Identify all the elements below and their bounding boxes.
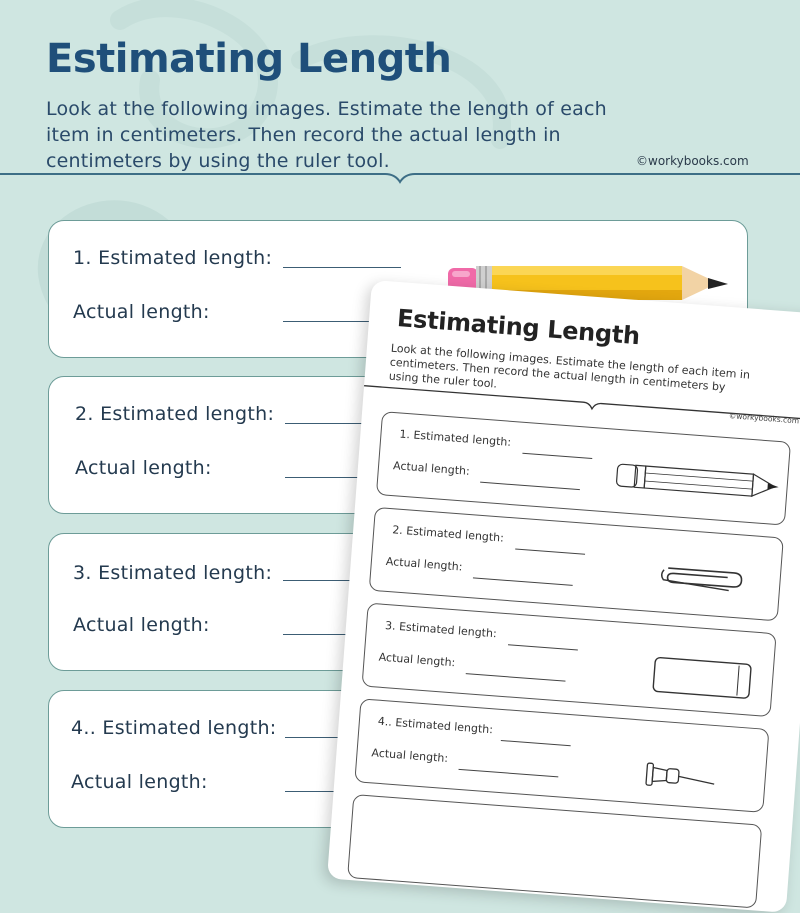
paperclip-icon (657, 559, 749, 596)
estimated-length-label: 1. Estimated length: (73, 247, 273, 269)
pushpin-icon (641, 755, 724, 801)
preview-actual-label: Actual length: (392, 459, 471, 478)
actual-length-label: Actual length: (73, 301, 210, 323)
preview-actual-line (459, 769, 559, 777)
preview-question-card-4 (354, 698, 769, 813)
preview-question-card-3 (362, 603, 777, 718)
actual-length-label: Actual length: (73, 614, 210, 636)
actual-length-label: Actual length: (71, 771, 208, 793)
header-divider (0, 162, 800, 192)
preview-question-card-5 (347, 794, 762, 909)
actual-length-label: Actual length: (75, 457, 212, 479)
preview-instructions: Look at the following images. Estimate the length of each item in centimeters. Then record the actual length in centimeters by using the ruler tool. (388, 341, 751, 394)
preview-question-card-2 (369, 507, 784, 622)
preview-title: Estimating Length (396, 304, 641, 351)
preview-estimated-line (522, 453, 592, 459)
preview-estimated-line (508, 644, 578, 650)
preview-estimated-label: 1. Estimated length: (399, 427, 512, 449)
preview-actual-label: Actual length: (371, 746, 449, 766)
preview-estimated-label: 3. Estimated length: (384, 618, 498, 641)
page-title: Estimating Length (46, 36, 452, 82)
preview-actual-label: Actual length: (385, 554, 463, 574)
preview-estimated-line (515, 548, 585, 554)
preview-estimated-label: 4.. Estimated length: (377, 714, 494, 737)
preview-credit: ©workybooks.com (728, 411, 800, 426)
preview-estimated-line (501, 740, 571, 746)
estimated-length-label: 4.. Estimated length: (71, 717, 277, 739)
pencil-icon (614, 460, 786, 503)
estimated-length-label: 2. Estimated length: (75, 403, 275, 425)
preview-actual-line (466, 673, 566, 681)
worksheet-preview (327, 280, 800, 913)
estimated-length-label: 3. Estimated length: (73, 562, 273, 584)
preview-actual-line (480, 482, 580, 490)
preview-actual-label: Actual length: (378, 650, 456, 670)
eraser-icon (649, 653, 762, 705)
estimated-length-answer-line[interactable] (283, 267, 401, 268)
preview-actual-line (473, 577, 573, 585)
preview-question-card-1 (376, 411, 791, 526)
credit-text: ©workybooks.com (636, 154, 749, 168)
instructions-text: Look at the following images. Estimate the length of each item in centimeters. Then record the actual length in centimeters by using the ruler tool. (46, 98, 607, 172)
preview-estimated-label: 2. Estimated length: (391, 523, 505, 545)
